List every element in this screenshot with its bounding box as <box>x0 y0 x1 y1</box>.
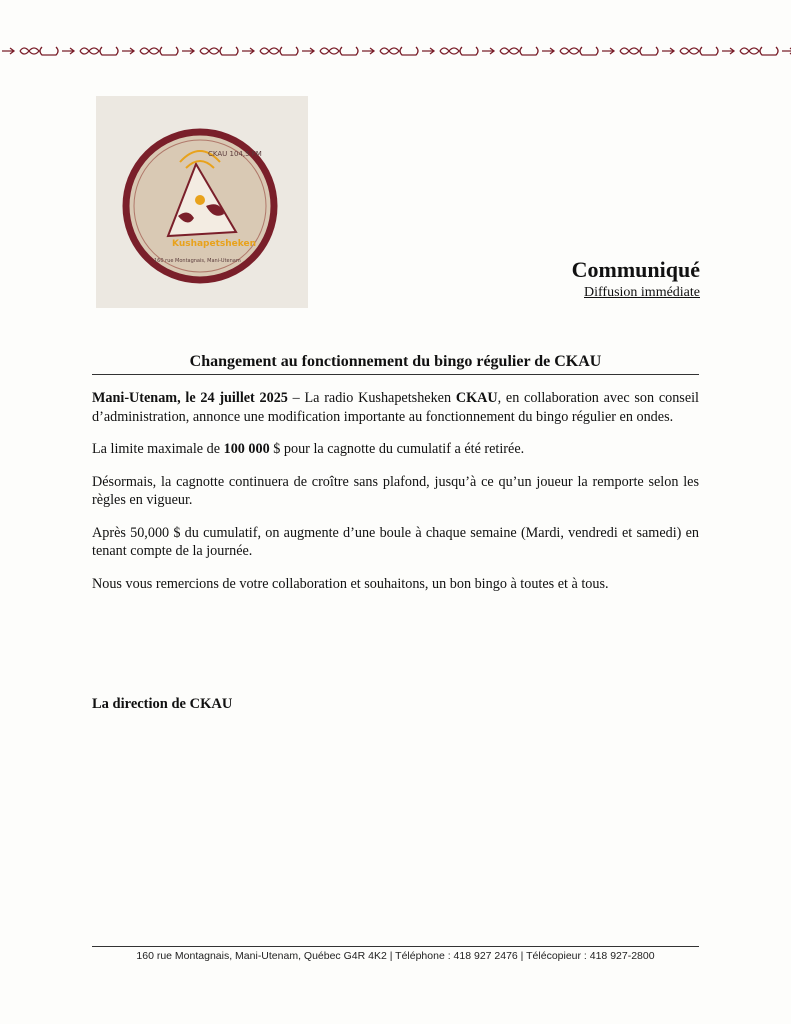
limit-text-2: $ pour la cagnotte du cumulatif a été retirée. <box>269 441 525 457</box>
ckau-logo-image <box>96 96 308 308</box>
press-release-headline: Changement au fonctionnement du bingo régulier de CKAU <box>92 353 699 375</box>
logo-address-ring: 160 rue Montagnais, Mani-Utenam <box>154 258 241 264</box>
paragraph-limit <box>92 440 699 459</box>
footer-contact: 160 rue Montagnais, Mani-Utenam, Québec G4R 4K2 | Téléphone : 418 927 2476 | Télécopieur : 418 927-2800 <box>136 950 655 962</box>
ornament-pattern <box>2 47 791 55</box>
logo-frequency: CKAU 104,5 FM <box>208 150 262 158</box>
release-type: Diffusion immédiate <box>584 285 700 300</box>
paragraph-jackpot: Désormais, la cagnotte continuera de croître sans plafond, jusqu’à ce qu’un joueur la remporte selon les règles en vigueur. <box>92 473 699 508</box>
intro-text-2: , en collaboration avec son conseil d’administration, annonce une modification importante au fonctionnement du bingo régulier en ondes. <box>92 390 700 425</box>
press-release-body <box>92 389 699 607</box>
communique-header <box>572 256 700 302</box>
limit-text-1: La limite maximale de <box>92 441 224 457</box>
logo-name: Kushapetsheken <box>172 239 257 249</box>
paragraph-thanks: Nous vous remercions de votre collaboration et souhaitons, un bon bingo à toutes et à tous. <box>92 575 609 592</box>
station-logo <box>96 96 308 308</box>
communique-title: Communiqué <box>571 257 700 282</box>
intro-text-1: – La radio Kushapetsheken <box>287 390 456 406</box>
station-name: CKAU <box>455 390 498 406</box>
paragraph-rules: Après 50,000 $ du cumulatif, on augmente d’une boule à chaque semaine (Mardi, vendredi et samedi) en tenant compte de la journée. <box>92 524 699 559</box>
dateline: Mani-Utenam, le 24 juillet 2025 <box>92 390 288 406</box>
limit-amount: 100 000 <box>223 441 270 457</box>
ornamental-border <box>0 38 791 64</box>
signature: La direction de CKAU <box>92 696 233 712</box>
footer-divider <box>92 946 699 947</box>
paragraph-intro <box>92 389 699 426</box>
